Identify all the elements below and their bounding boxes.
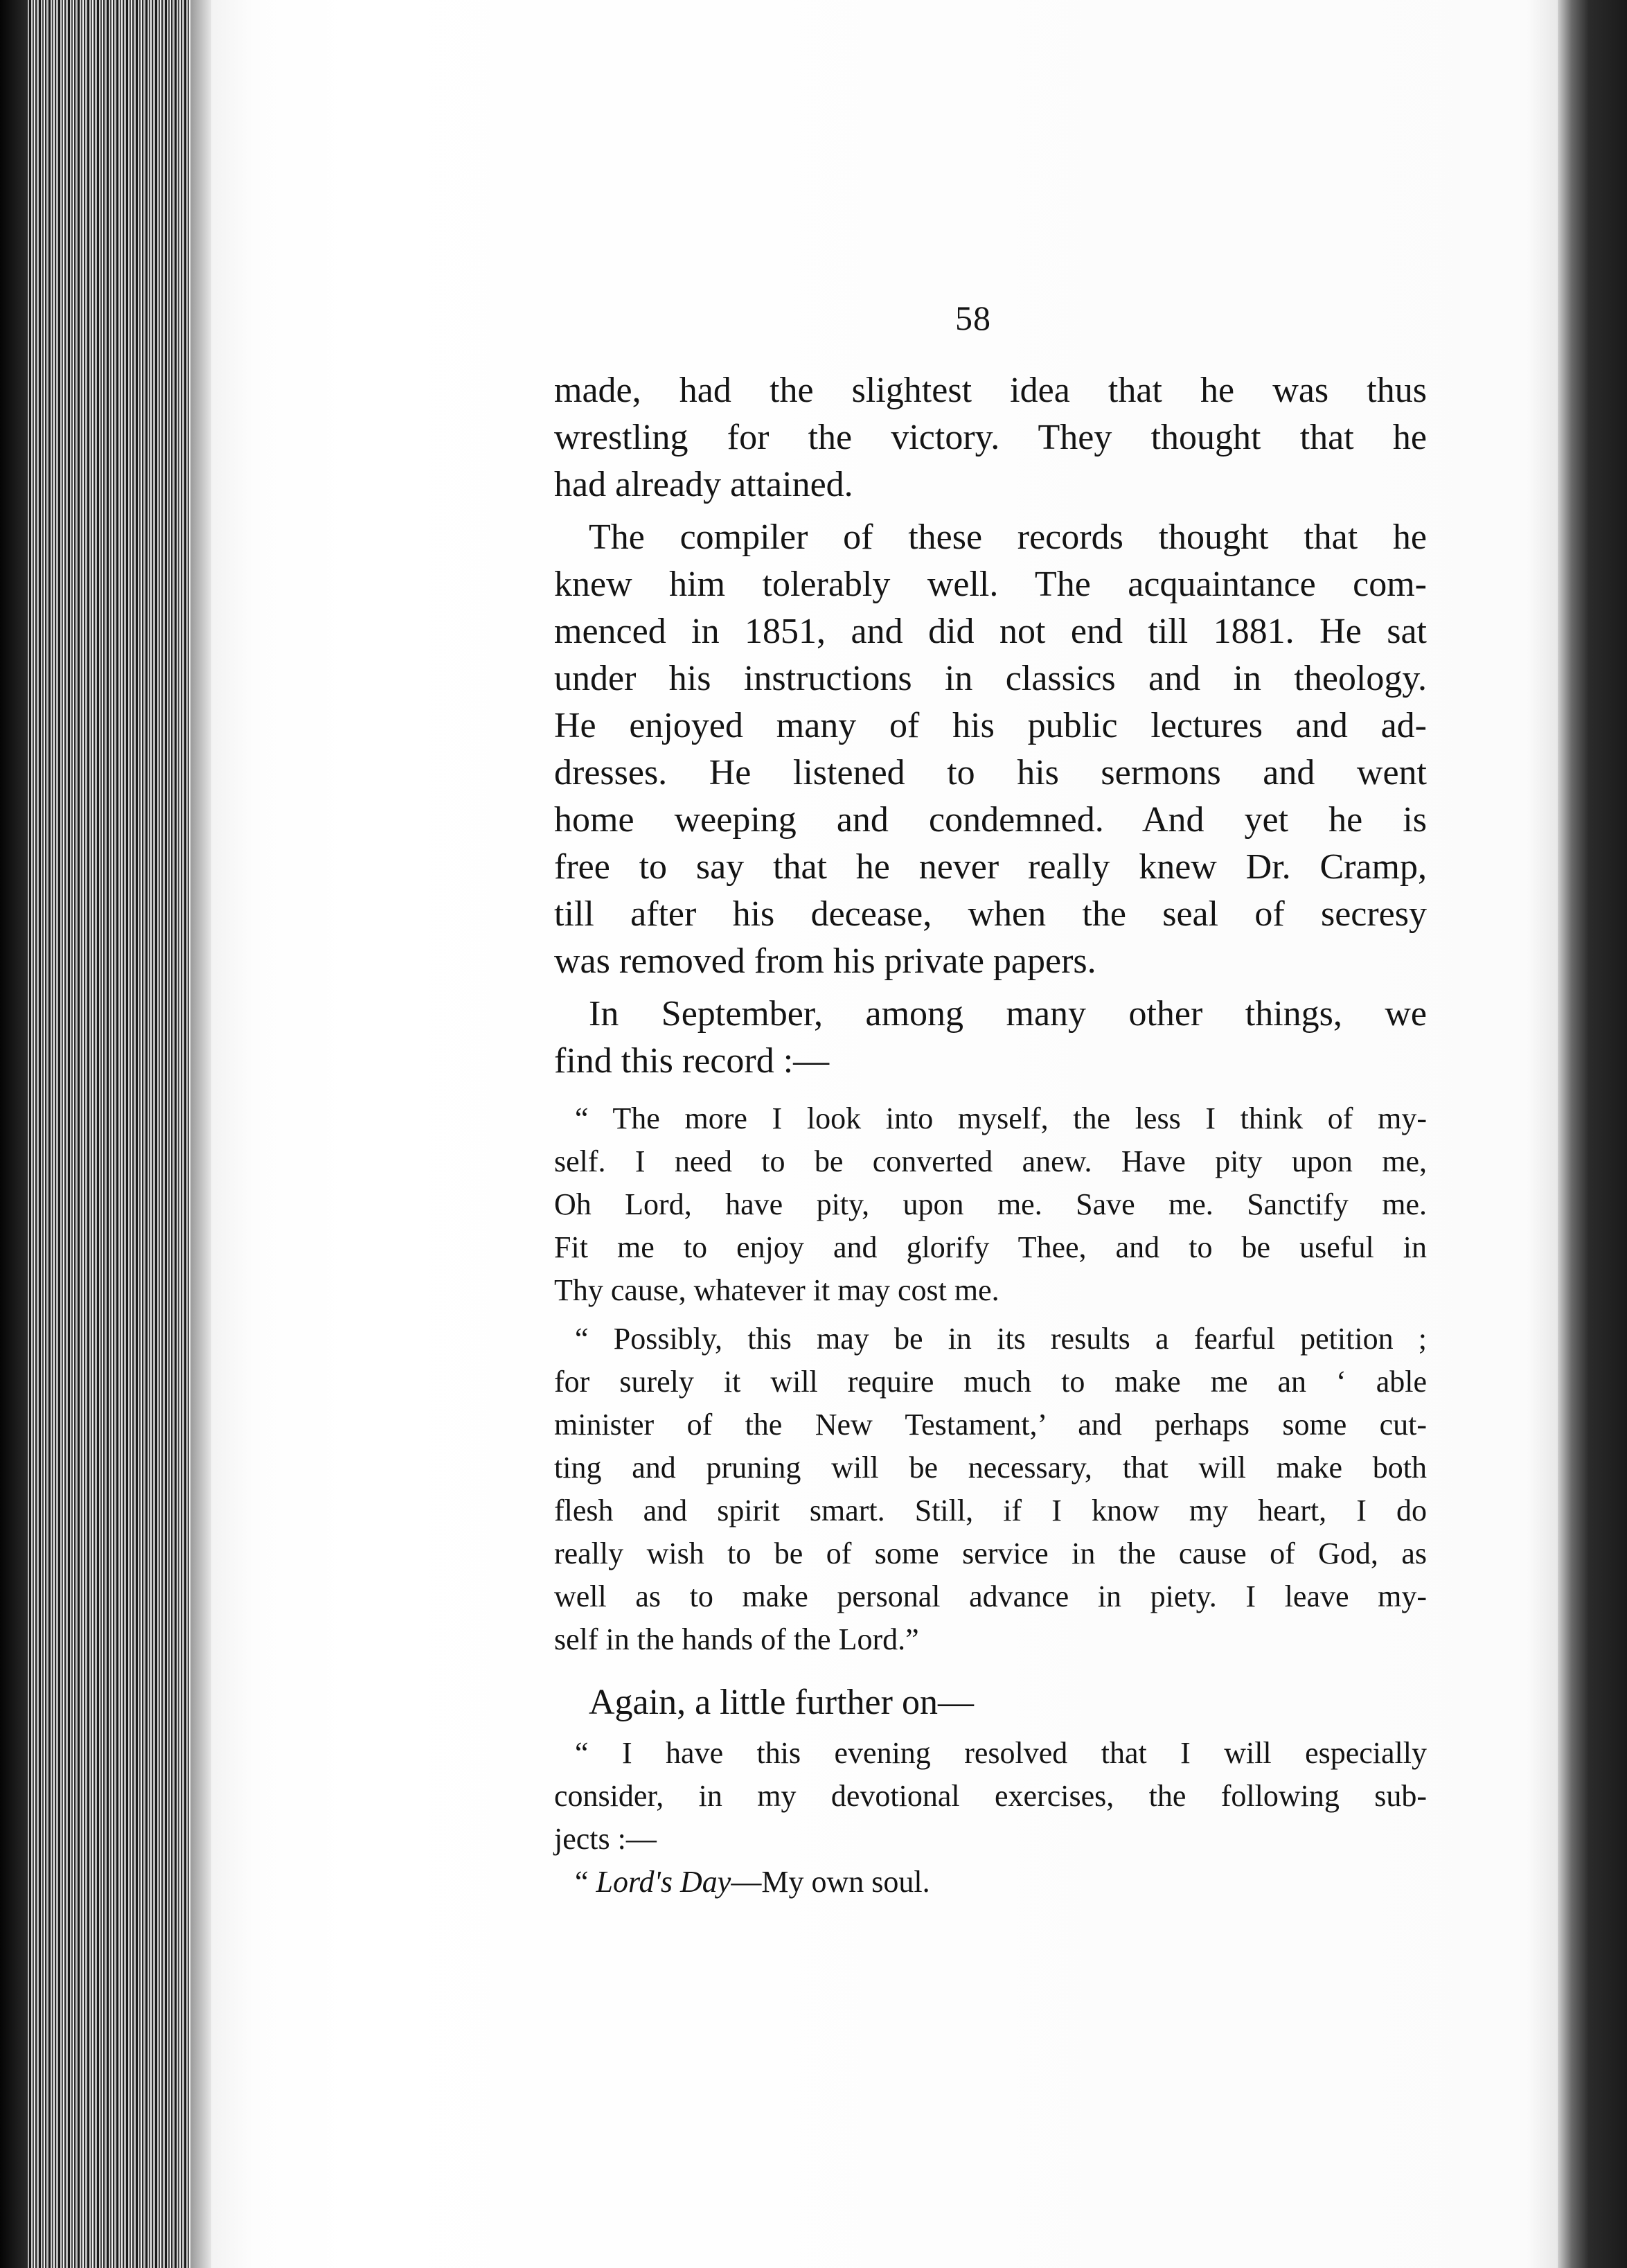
text-line: home weeping and condemned. And yet he is	[554, 800, 1427, 840]
text-line: Oh Lord, have pity, upon me. Save me. Sanctify me.	[554, 1187, 1427, 1221]
page-text	[554, 367, 1427, 1904]
text-line: had already attained.	[554, 465, 853, 504]
text-line: The compiler of these records thought that he	[589, 517, 1427, 557]
paragraph-3	[554, 991, 1427, 1085]
binding-shadow	[1558, 0, 1627, 2268]
text-line: for surely it will require much to make me an ‘ able	[554, 1365, 1427, 1399]
text-line: wrestling for the victory. They thought that he	[554, 418, 1427, 457]
text-line: consider, in my devotional exercises, the following sub-	[554, 1779, 1427, 1813]
text-line: free to say that he never really knew Dr. Cramp,	[554, 847, 1427, 887]
text-line: made, had the slightest idea that he was thus	[554, 371, 1427, 410]
text-line: “ I have this evening resolved that I will especially	[575, 1736, 1427, 1770]
text-line: knew him tolerably well. The acquaintance com-	[554, 565, 1427, 604]
text-line: He enjoyed many of his public lectures and ad-	[554, 706, 1427, 745]
text-line: dresses. He listened to his sermons and went	[554, 753, 1427, 792]
paragraph-2	[554, 514, 1427, 985]
open-quote: “	[575, 1865, 589, 1899]
line-rest: —My own soul.	[731, 1865, 930, 1899]
text-line: In September, among many other things, we	[589, 994, 1427, 1034]
text-line: really wish to be of some service in the cause of God, as	[554, 1536, 1427, 1570]
text-line: well as to make personal advance in piety. I leave my-	[554, 1579, 1427, 1613]
quote-3	[554, 1732, 1427, 1861]
text-line: Again, a little further on—	[589, 1683, 974, 1722]
text-line: Fit me to enjoy and glorify Thee, and to be useful in	[554, 1230, 1427, 1264]
text-line: self in the hands of the Lord.”	[554, 1622, 919, 1656]
text-line: under his instructions in classics and in theology.	[554, 659, 1427, 698]
text-line: find this record :—	[554, 1041, 830, 1081]
text-line	[554, 1861, 1427, 1904]
quote-4	[554, 1861, 1427, 1904]
text-line: jects :—	[554, 1822, 657, 1856]
text-line: “ Possibly, this may be in its results a fearful petition ;	[575, 1322, 1427, 1356]
page-number: 58	[955, 299, 991, 337]
text-line: minister of the New Testament,’ and perhaps some cut-	[554, 1408, 1427, 1442]
text-line: self. I need to be converted anew. Have pity upon me,	[554, 1144, 1427, 1178]
text-line: menced in 1851, and did not end till 1881. He sat	[554, 612, 1427, 651]
book-page-edges	[0, 0, 211, 2268]
quote-2	[554, 1318, 1427, 1661]
quote-1	[554, 1097, 1427, 1312]
text-line: was removed from his private papers.	[554, 941, 1096, 981]
paragraph-1	[554, 367, 1427, 508]
paragraph-4	[554, 1679, 1427, 1726]
text-line: “ The more I look into myself, the less I think of my-	[575, 1101, 1427, 1135]
text-line: flesh and spirit smart. Still, if I know my heart, I do	[554, 1494, 1427, 1527]
text-line: till after his decease, when the seal of secresy	[554, 894, 1427, 934]
italic-heading: Lord's Day	[596, 1865, 731, 1899]
text-line: Thy cause, whatever it may cost me.	[554, 1273, 999, 1307]
text-line: ting and pruning will be necessary, that will make both	[554, 1451, 1427, 1485]
